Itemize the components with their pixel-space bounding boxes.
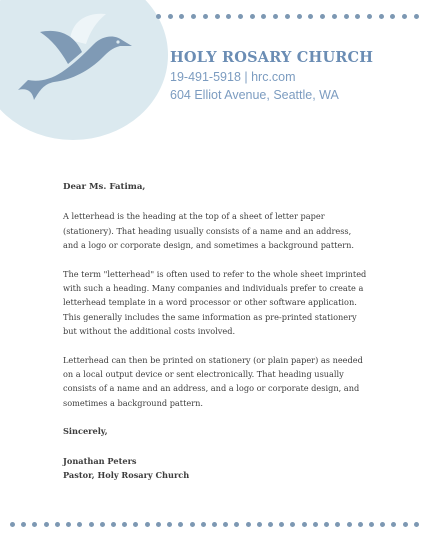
border-dot	[367, 14, 372, 19]
border-dot	[390, 14, 395, 19]
border-dot	[347, 522, 352, 527]
church-address: 604 Elliot Avenue, Seattle, WA	[170, 88, 339, 102]
border-dot	[273, 14, 278, 19]
border-dot	[308, 14, 313, 19]
border-dot	[32, 522, 37, 527]
bottom-dot-border	[10, 522, 419, 527]
border-dot	[223, 522, 228, 527]
border-dot	[167, 522, 172, 527]
border-dot	[285, 14, 290, 19]
border-dot	[238, 14, 243, 19]
border-dot	[297, 14, 302, 19]
border-dot	[414, 14, 419, 19]
border-dot	[179, 14, 184, 19]
border-dot	[391, 522, 396, 527]
letter-body	[63, 180, 368, 482]
border-dot	[44, 522, 49, 527]
border-dot	[358, 522, 363, 527]
border-dot	[55, 522, 60, 527]
border-dot	[226, 14, 231, 19]
border-dot	[100, 522, 105, 527]
contact-info: 19-491-5918 | hrc.com	[170, 70, 296, 84]
border-dot	[355, 14, 360, 19]
border-dot	[191, 14, 196, 19]
border-dot	[320, 14, 325, 19]
border-dot	[133, 522, 138, 527]
border-dot	[201, 522, 206, 527]
border-dot	[66, 522, 71, 527]
border-dot	[279, 522, 284, 527]
top-dot-border	[156, 14, 419, 19]
border-dot	[212, 522, 217, 527]
border-dot	[369, 522, 374, 527]
border-dot	[324, 522, 329, 527]
border-dot	[156, 14, 161, 19]
border-dot	[168, 14, 173, 19]
border-dot	[89, 522, 94, 527]
border-dot	[234, 522, 239, 527]
border-dot	[190, 522, 195, 527]
border-dot	[246, 522, 251, 527]
closing: Sincerely,	[63, 426, 108, 437]
salutation: Dear Ms. Fatima,	[63, 182, 146, 192]
border-dot	[257, 522, 262, 527]
paragraph-3: Letterhead can then be printed on stationery (or plain paper) as needed on a local output device or sent electronically. That heading usually consists of a name and an address, and a logo or corporate design, and sometimes a background pattern.	[63, 354, 363, 408]
border-dot	[403, 522, 408, 527]
border-dot	[380, 522, 385, 527]
church-name: HOLY ROSARY CHURCH	[170, 49, 374, 66]
border-dot	[379, 14, 384, 19]
border-dot	[402, 14, 407, 19]
border-dot	[178, 522, 183, 527]
signer-name: Jonathan Peters	[63, 455, 137, 466]
dove-icon	[10, 10, 140, 110]
border-dot	[21, 522, 26, 527]
border-dot	[250, 14, 255, 19]
border-dot	[261, 14, 266, 19]
border-dot	[111, 522, 116, 527]
letterhead-header	[170, 49, 373, 102]
border-dot	[414, 522, 419, 527]
border-dot	[335, 522, 340, 527]
border-dot	[290, 522, 295, 527]
border-dot	[203, 14, 208, 19]
paragraph-2: The term "letterhead" is often used to refer to the whole sheet imprinted with such a heading. Many companies and individuals prefer to create a letterhead template in a word processor or other software application. This generally includes the same information as pre-printed stationery but without the additional costs involved.	[63, 268, 367, 336]
border-dot	[344, 14, 349, 19]
border-dot	[332, 14, 337, 19]
border-dot	[215, 14, 220, 19]
border-dot	[122, 522, 127, 527]
border-dot	[302, 522, 307, 527]
signer-title: Pastor, Holy Rosary Church	[63, 469, 190, 480]
border-dot	[77, 522, 82, 527]
border-dot	[145, 522, 150, 527]
paragraph-1: A letterhead is the heading at the top of a sheet of letter paper (stationery). That heading usually consists of a name and an address, and a logo or corporate design, and sometimes a background pattern.	[63, 211, 355, 250]
border-dot	[10, 522, 15, 527]
border-dot	[313, 522, 318, 527]
border-dot	[268, 522, 273, 527]
border-dot	[156, 522, 161, 527]
